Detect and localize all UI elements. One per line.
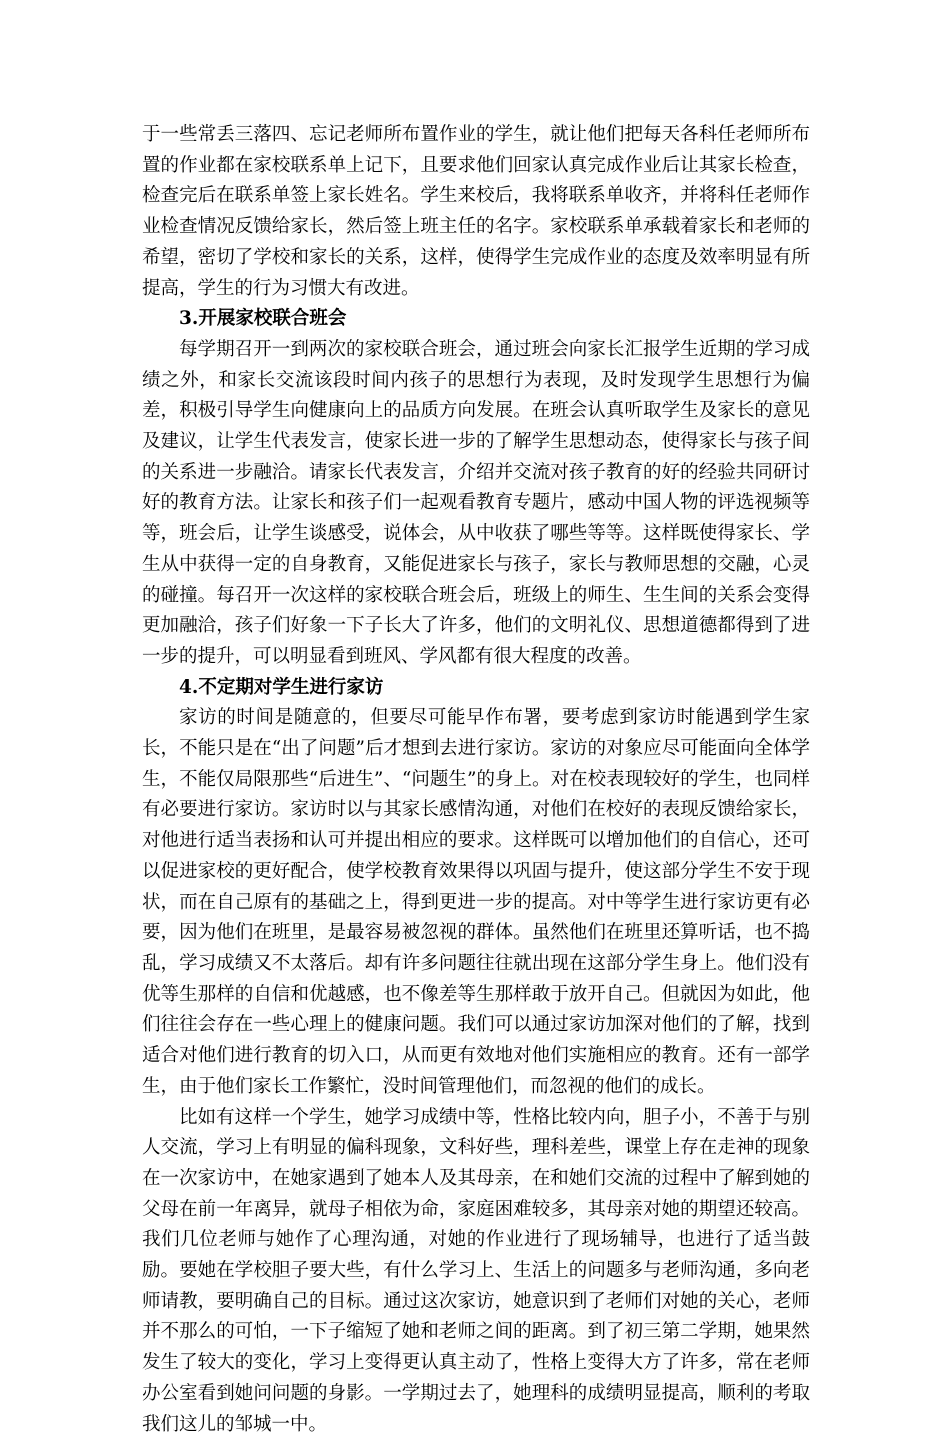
section-heading-home-visits: 4.不定期对学生进行家访: [142, 673, 810, 704]
paragraph-home-visits: 家访的时间是随意的，但要尽可能早作布署，要考虑到家访时能遇到学生家长，不能只是在“出了问题”后才想到去进行家访。家访的对象应尽可能面向全体学生，不能仅局限那些“后进生”、“问题生”的身上。对在校表现较好的学生，也同样有必要进行家访。家访时以与其家长感情沟通，对他们在校好的表现反馈给家长，对他进行适当表扬和认可并提出相应的要求。这样既可以增加他们的自信心，还可以促进家校的更好配合，使学校教育效果得以巩固与提升，使这部分学生不安于现状，而在自己原有的基础之上，得到更进一步的提高。对中等学生进行家访更有必要，因为他们在班里，是最容易被忽视的群体。虽然他们在班里还算听话，也不捣乱，学习成绩又不太落后。却有许多问题往往就出现在这部分学生身上。他们没有优等生那样的自信和优越感，也不像差等生那样敢于放开自己。但就因为如此，他们往往会存在一些心理上的健康问题。我们可以通过家访加深对他们的了解，找到适合对他们进行教育的切入口，从而更有效地对他们实施相应的教育。还有一部学生，由于他们家长工作繁忙，没时间管理他们，而忽视的他们的成长。: [142, 703, 810, 1102]
paragraph-joint-class-meeting: 每学期召开一到两次的家校联合班会，通过班会向家长汇报学生近期的学习成绩之外，和家长交流该段时间内孩子的思想行为表现，及时发现学生思想行为偏差，积极引导学生向健康向上的品质方向发展。在班会认真听取学生及家长的意见及建议，让学生代表发言，使家长进一步的了解学生思想动态，使得家长与孩子间的关系进一步融洽。请家长代表发言，介绍并交流对孩子教育的好的经验共同研讨好的教育方法。让家长和孩子们一起观看教育专题片，感动中国人物的评选视频等等，班会后，让学生谈感受，说体会，从中收获了哪些等等。这样既使得家长、学生从中获得一定的自身教育，又能促进家长与孩子，家长与教师思想的交融，心灵的碰撞。每召开一次这样的家校联合班会后，班级上的师生、生生间的关系会变得更加融洽，孩子们好象一下子长大了许多，他们的文明礼仪、思想道德都得到了进一步的提升，可以明显看到班风、学风都有很大程度的改善。: [142, 335, 810, 673]
paragraph-student-example: 比如有这样一个学生，她学习成绩中等，性格比较内向，胆子小，不善于与别人交流，学习上有明显的偏科现象，文科好些，理科差些，课堂上存在走神的现象在一次家访中，在她家遇到了她本人及其母亲，在和她们交流的过程中了解到她的父母在前一年离异，就母子相依为命，家庭困难较多，其母亲对她的期望还较高。我们几位老师与她作了心理沟通，对她的作业进行了现场辅导，也进行了适当鼓励。要她在学校胆子要大些，有什么学习上、生活上的问题多与老师沟通，多向老师请教，要明确自己的目标。通过这次家访，她意识到了老师们对她的关心，老师并不那么的可怕，一下子缩短了她和老师之间的距离。到了初三第二学期，她果然发生了较大的变化，学习上变得更认真主动了，性格上变得大方了许多，常在老师办公室看到她问问题的身影。一学期过去了，她理科的成绩明显提高，顺利的考取我们这儿的邹城一中。: [142, 1103, 810, 1440]
document-body: [142, 120, 810, 1440]
paragraph-home-school-contact-sheet: 于一些常丢三落四、忘记老师所布置作业的学生，就让他们把每天各科任老师所布置的作业都在家校联系单上记下，且要求他们回家认真完成作业后让其家长检查，检查完后在联系单签上家长姓名。学生来校后，我将联系单收齐，并将科任老师作业检查情况反馈给家长，然后签上班主任的名字。家校联系单承载着家长和老师的希望，密切了学校和家长的关系，这样，使得学生完成作业的态度及效率明显有所提高，学生的行为习惯大有改进。: [142, 120, 810, 304]
section-heading-joint-class-meeting: 3.开展家校联合班会: [142, 304, 810, 335]
